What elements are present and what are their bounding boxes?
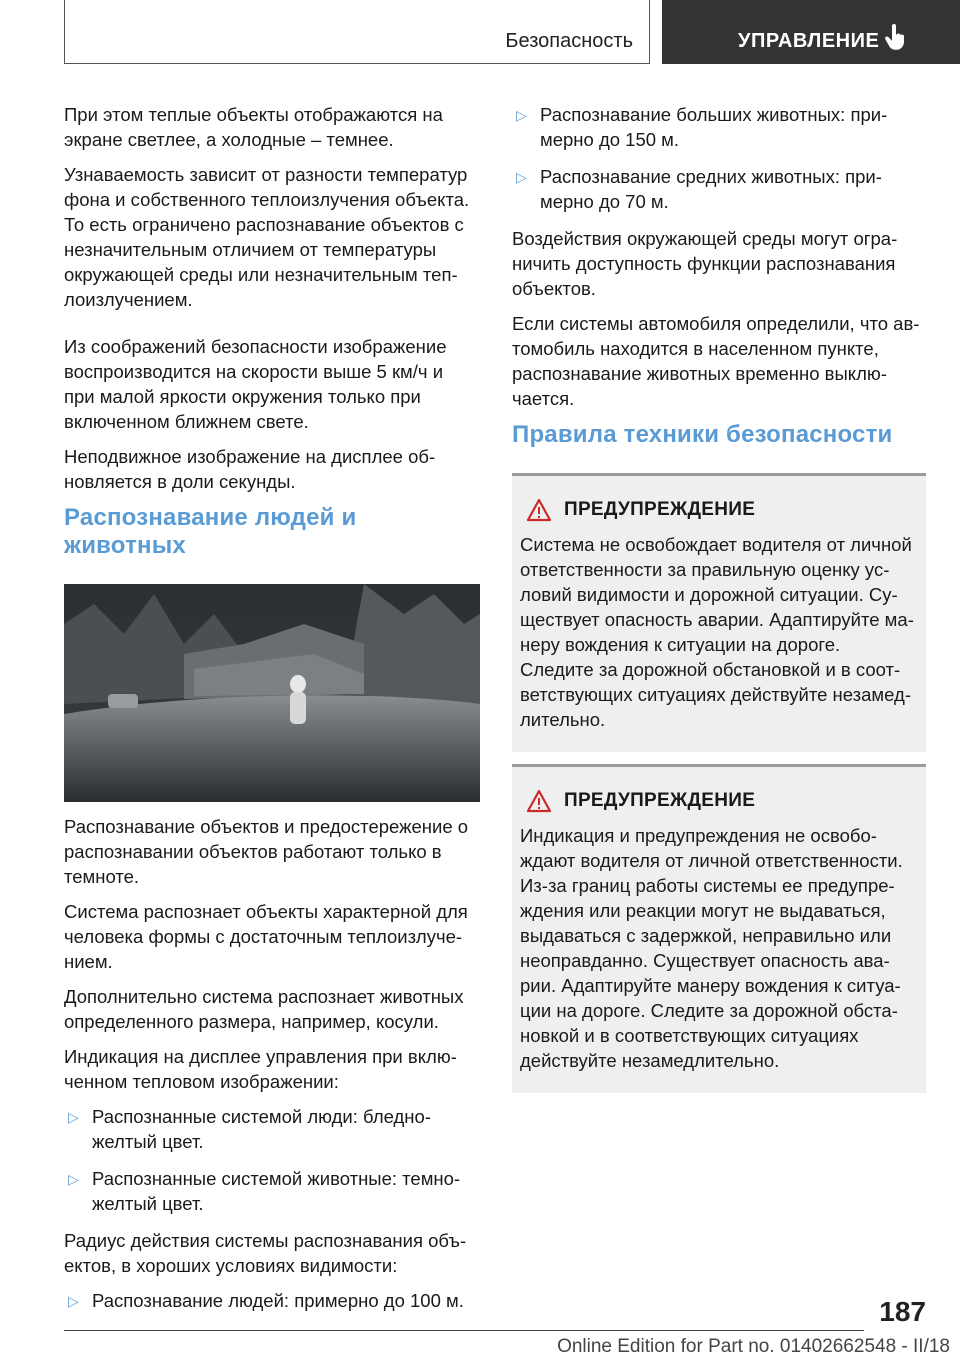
triangle-bullet-icon: ▷ <box>68 1171 79 1187</box>
warning-box <box>512 764 926 1093</box>
list-item: ▷ Распознавание средних животных: примерно до 70 м. <box>516 166 882 212</box>
triangle-bullet-icon: ▷ <box>516 169 527 185</box>
bullet-list <box>512 102 926 214</box>
warning-text: Индикация и предупреждения не освобождают водителя от личной ответственности. Из-за границ работы системы ее предупреждения или реакции могут не выдаваться, выдаваться с задержкой, неправильно или неоправданно. Существует опасность аварии. Адаптируйте манеру вождения к ситуации на дороге. Следите за дорожной обстановкой и в соответствующих ситуациях действуйте незамедлительно. <box>520 825 903 1071</box>
warning-box <box>512 473 926 752</box>
bullet-list <box>64 1288 478 1313</box>
paragraph: Воздействия окружающей среды могут ограничить доступность функции распознавания объектов. <box>512 228 898 299</box>
header-chapter-title: УПРАВЛЕНИЕ <box>738 30 880 52</box>
thermal-image-figure <box>64 584 480 802</box>
paragraph: Распознавание объектов и предостережение о распознавании объектов работают только в темноте. <box>64 816 469 887</box>
paragraph: При этом теплые объекты отображаются на экране светлее, а холодные – темнее. <box>64 104 443 150</box>
triangle-bullet-icon: ▷ <box>516 107 527 123</box>
paragraph: Система распознает объекты характерной для человека формы с достаточным теплоизлучением. <box>64 901 468 972</box>
paragraph: Если системы автомобиля определили, что автомобиль находится в населенном пункте, распознавание животных временно выключается. <box>512 313 920 409</box>
paragraph: Дополнительно система распознает животных определенного размера, например, косули. <box>64 986 464 1032</box>
warning-header <box>526 789 916 813</box>
hand-pointer-icon <box>884 24 908 52</box>
triangle-bullet-icon: ▷ <box>68 1293 79 1309</box>
warning-text: Система не освобождает водителя от личной ответственности за правильную оценку условий видимости и дорожной ситуации. Существует опасность аварии. Адаптируйте манеру вождения к ситуации на дороге. Следите за дорожной обстановкой и в соответствующих ситуациях действуйте незамедлительно. <box>520 534 914 730</box>
paragraph: Индикация на дисплее управления при включенном тепловом изображении: <box>64 1046 457 1092</box>
paragraph: Из соображений безопасности изображение воспроизводится на скорости выше 5 км/ч и при малой яркости окружения только при включенном ближнем свете. <box>64 336 447 432</box>
warning-triangle-icon <box>526 789 552 813</box>
section-heading: Правила техники безопасности <box>512 421 893 448</box>
footer-divider <box>64 1330 864 1331</box>
header-section-title: Безопасность <box>505 30 633 52</box>
paragraph: Узнаваемость зависит от разности температур фона и собственного теплоизлучения объекта. То есть ограничено распознавание объектов с незначительным отличием от температуры окружающей среды или незначительным теплоизлучением. <box>64 164 470 310</box>
footer-edition: Online Edition for Part no. 01402662548 - II/18 <box>557 1336 950 1357</box>
section-heading: Распознавание людей и животных <box>64 504 357 559</box>
bullet-list <box>64 1104 478 1216</box>
header-section-box <box>64 0 650 64</box>
list-item: ▷ Распознанные системой животные: темно-желтый цвет. <box>68 1168 461 1214</box>
triangle-bullet-icon: ▷ <box>68 1109 79 1125</box>
page-number: 187 <box>879 1296 926 1327</box>
left-column <box>64 102 478 1325</box>
list-item: ▷ Распознанные системой люди: бледно-желтый цвет. <box>68 1106 431 1152</box>
warning-triangle-icon <box>526 498 552 522</box>
night-vision-illustration <box>64 584 480 802</box>
right-column <box>512 102 926 1093</box>
warning-header <box>526 498 916 522</box>
warning-title: ПРЕДУПРЕЖДЕНИЕ <box>564 499 756 520</box>
warning-title: ПРЕДУПРЕЖДЕНИЕ <box>564 790 756 811</box>
list-item: ▷ Распознавание людей: примерно до 100 м. <box>64 1288 478 1313</box>
list-item: ▷ Распознавание больших животных: примерно до 150 м. <box>516 104 888 150</box>
paragraph: Неподвижное изображение на дисплее обновляется в доли секунды. <box>64 446 436 492</box>
paragraph: Радиус действия системы распознавания объектов, в хороших условиях видимости: <box>64 1230 467 1276</box>
header-chapter-box <box>662 0 960 64</box>
